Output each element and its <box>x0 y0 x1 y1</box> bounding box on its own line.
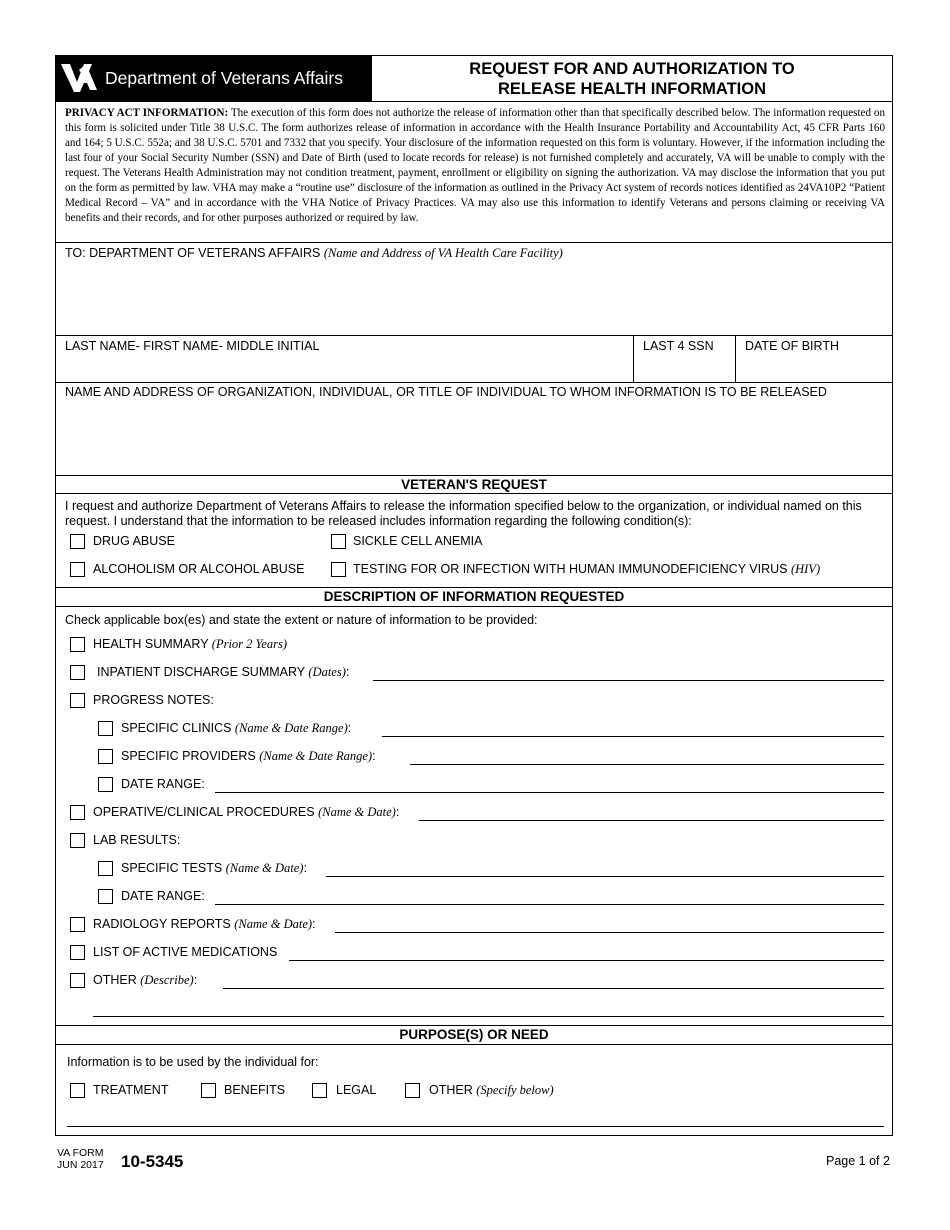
specific-clinics-input[interactable] <box>382 736 884 737</box>
alcoholism-label: ALCOHOLISM OR ALCOHOL ABUSE <box>93 562 305 576</box>
divider <box>56 1025 892 1026</box>
name-label: LAST NAME- FIRST NAME- MIDDLE INITIAL <box>65 339 320 353</box>
request-text-line2: request. I understand that the information to be released includes information regarding the following condition(s): <box>65 514 692 528</box>
medications-checkbox[interactable] <box>70 945 85 960</box>
inpatient-checkbox[interactable] <box>70 665 85 680</box>
ssn-field[interactable] <box>636 355 731 380</box>
page-number: Page 1 of 2 <box>826 1154 890 1168</box>
other-purpose-checkbox[interactable] <box>405 1083 420 1098</box>
medications-label: LIST OF ACTIVE MEDICATIONS <box>93 945 278 959</box>
form-title-line2: RELEASE HEALTH INFORMATION <box>498 80 766 98</box>
lab-results-checkbox[interactable] <box>70 833 85 848</box>
other-info-input[interactable] <box>223 988 884 989</box>
divider <box>56 1044 892 1045</box>
agency-banner <box>55 55 372 102</box>
sickle-cell-checkbox[interactable] <box>331 534 346 549</box>
hiv-checkbox[interactable] <box>331 562 346 577</box>
other-info-label: OTHER (Describe): <box>93 973 198 987</box>
other-info-input-line2[interactable] <box>93 1016 884 1017</box>
operative-input[interactable] <box>419 820 884 821</box>
description-heading: DESCRIPTION OF INFORMATION REQUESTED <box>323 589 625 604</box>
ssn-label: LAST 4 SSN <box>643 339 714 353</box>
treatment-checkbox[interactable] <box>70 1083 85 1098</box>
other-info-checkbox[interactable] <box>70 973 85 988</box>
specific-clinics-label: SPECIFIC CLINICS (Name & Date Range): <box>121 721 352 735</box>
privacy-text: The execution of this form does not authorize the release of information other than that specifically described below. The information requested on this form is solicited under Title 38 U.S.C. The form authorizes release of information in accordance with the Health Insurance Portability and Accountability Act, 45 CFR Parts 160 and 164; 5 U.S.C. 552a; and 38 U.S.C. 5701 and 7332 that you specify. Your disclosure of the information requested on this form is voluntary. However, if the information including the last four of your Social Security Number (SSN) and Date of Birth (used to locate records for release) is not furnished completely and accurately, VA will be unable to comply with the request. The Veterans Health Administration may not condition treatment, payment, enrollment or eligibility on signing the authorization. VA may disclose the information that you put on the form as permitted by law. VHA may make a “routine use” disclosure of the information as outlined in the Privacy Act system of records notices identified as 24VA10P2 “Patient Medical Record – VA” and in accordance with the VHA Notice of Privacy Practices. VA may also use this information to identify Veterans and persons claiming or receiving VA benefits and their records, and for other purposes authorized or required by law. <box>65 107 885 224</box>
dob-field[interactable] <box>738 355 888 380</box>
specific-clinics-checkbox[interactable] <box>98 721 113 736</box>
benefits-label: BENEFITS <box>224 1083 286 1097</box>
specific-tests-checkbox[interactable] <box>98 861 113 876</box>
radiology-label: RADIOLOGY REPORTS (Name & Date): <box>93 917 316 931</box>
purpose-instruction: Information is to be used by the individual for: <box>67 1055 319 1069</box>
dob-label: DATE OF BIRTH <box>745 339 839 353</box>
other-purpose-label: OTHER (Specify below) <box>429 1083 554 1097</box>
other-purpose-input[interactable] <box>67 1126 884 1127</box>
inpatient-label: INPATIENT DISCHARGE SUMMARY (Dates): <box>97 665 350 679</box>
to-field-label: TO: DEPARTMENT OF VETERANS AFFAIRS (Name and Address of VA Health Care Facility) <box>65 246 563 260</box>
lab-date-range-label: DATE RANGE: <box>121 889 205 903</box>
name-field[interactable] <box>58 355 628 380</box>
description-instruction: Check applicable box(es) and state the extent or nature of information to be provided: <box>65 613 538 627</box>
va-logo-icon <box>59 60 99 96</box>
divider <box>56 335 892 336</box>
benefits-checkbox[interactable] <box>201 1083 216 1098</box>
specific-tests-label: SPECIFIC TESTS (Name & Date): <box>121 861 307 875</box>
divider <box>56 242 892 243</box>
form-body <box>55 101 893 1136</box>
privacy-heading: PRIVACY ACT INFORMATION: <box>65 107 229 119</box>
divider <box>633 335 634 382</box>
operative-checkbox[interactable] <box>70 805 85 820</box>
progress-date-range-label: DATE RANGE: <box>121 777 205 791</box>
radiology-checkbox[interactable] <box>70 917 85 932</box>
specific-providers-input[interactable] <box>410 764 884 765</box>
divider <box>56 606 892 607</box>
progress-notes-label: PROGRESS NOTES: <box>93 693 214 707</box>
agency-name: Department of Veterans Affairs <box>105 68 344 88</box>
lab-results-label: LAB RESULTS: <box>93 833 181 847</box>
operative-label: OPERATIVE/CLINICAL PROCEDURES (Name & Date): <box>93 805 400 819</box>
privacy-act-info <box>65 106 885 226</box>
legal-label: LEGAL <box>336 1083 377 1097</box>
alcoholism-checkbox[interactable] <box>70 562 85 577</box>
lab-date-range-checkbox[interactable] <box>98 889 113 904</box>
recipient-field[interactable] <box>58 402 888 472</box>
divider <box>56 382 892 383</box>
to-field[interactable] <box>58 262 888 332</box>
progress-date-range-checkbox[interactable] <box>98 777 113 792</box>
form-title-line1: REQUEST FOR AND AUTHORIZATION TO <box>469 60 795 78</box>
form-title <box>372 55 893 102</box>
purpose-heading: PURPOSE(S) OR NEED <box>399 1027 549 1042</box>
request-text-line1: I request and authorize Department of Veterans Affairs to release the information specified below to the organization, or individual named on this <box>65 499 862 513</box>
specific-providers-label: SPECIFIC PROVIDERS (Name & Date Range): <box>121 749 376 763</box>
health-summary-label: HEALTH SUMMARY (Prior 2 Years) <box>93 637 288 651</box>
inpatient-input[interactable] <box>373 680 884 681</box>
progress-date-range-input[interactable] <box>215 792 884 793</box>
footer-form-label <box>57 1147 104 1171</box>
medications-input[interactable] <box>289 960 884 961</box>
drug-abuse-checkbox[interactable] <box>70 534 85 549</box>
form-number: 10-5345 <box>121 1152 184 1171</box>
veterans-request-heading: VETERAN'S REQUEST <box>401 477 547 492</box>
treatment-label: TREATMENT <box>93 1083 169 1097</box>
legal-checkbox[interactable] <box>312 1083 327 1098</box>
divider <box>56 475 892 476</box>
divider <box>56 493 892 494</box>
va-form-text: VA FORM <box>57 1147 104 1159</box>
progress-notes-checkbox[interactable] <box>70 693 85 708</box>
recipient-label: NAME AND ADDRESS OF ORGANIZATION, INDIVIDUAL, OR TITLE OF INDIVIDUAL TO WHOM INFORMATION IS TO BE RELEASED <box>65 385 827 399</box>
specific-tests-input[interactable] <box>326 876 884 877</box>
health-summary-checkbox[interactable] <box>70 637 85 652</box>
hiv-label: TESTING FOR OR INFECTION WITH HUMAN IMMUNODEFICIENCY VIRUS (HIV) <box>353 562 821 576</box>
form-date: JUN 2017 <box>57 1159 104 1171</box>
drug-abuse-label: DRUG ABUSE <box>93 534 175 548</box>
sickle-cell-label: SICKLE CELL ANEMIA <box>353 534 483 548</box>
lab-date-range-input[interactable] <box>215 904 884 905</box>
radiology-input[interactable] <box>335 932 884 933</box>
specific-providers-checkbox[interactable] <box>98 749 113 764</box>
divider <box>735 335 736 382</box>
divider <box>56 587 892 588</box>
